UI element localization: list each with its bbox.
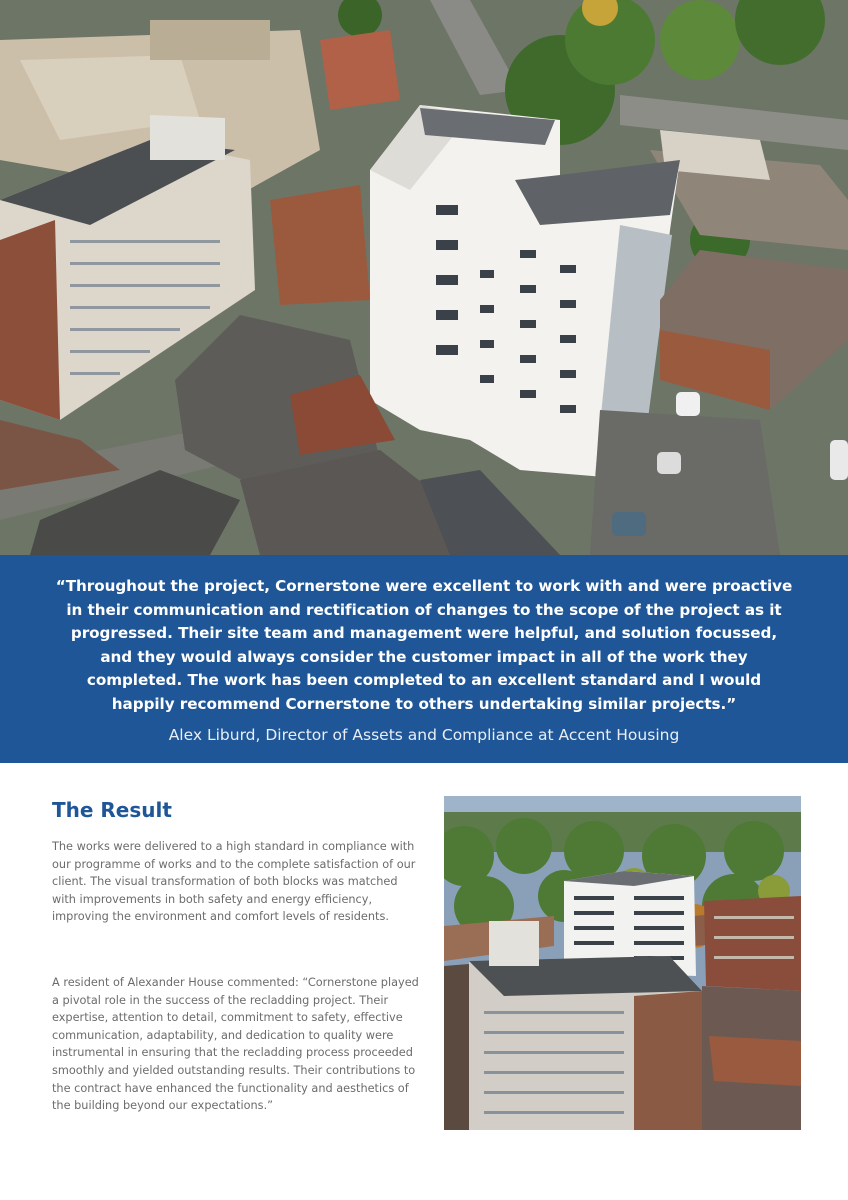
- section-title: The Result: [52, 798, 172, 822]
- result-paragraph-2: A resident of Alexander House commented: “Cornerstone played a pivotal role in the success of the recladding project. Their expertise, attention to detail, commitment to safety, effective communication, adaptability, and dedication to quality were instrumental in ensuring that the recladding process proceeded smoothly and yielded outstanding results. Their contributions to the contract have enhanced the functionality and aesthetics of the building beyond our expectations.”: [52, 976, 419, 1113]
- testimonial-attribution: Alex Liburd, Director of Assets and Compliance at Accent Housing: [168, 726, 680, 744]
- result-paragraph-1: The works were delivered to a high standard in compliance with our programme of works and to the complete satisfaction of our client. The visual transformation of both blocks was matched with improvements in both safety and energy efficiency, improving the environment and comfort levels of residents.: [52, 840, 416, 924]
- testimonial-quote: “Throughout the project, Cornerstone were excellent to work with and were proactive in their communication and rectification of changes to the scope of the project as it progressed. Their site team and management were helpful, and solution focussed, and they would always consider the customer impact in all of the work they completed. The work has been completed to an excellent standard and I would happily recommend Cornerstone to others undertaking similar projects.”: [55, 577, 793, 713]
- hero-aerial-photo: [0, 0, 848, 555]
- building-aerial-photo: [444, 796, 801, 1130]
- testimonial-band: [0, 555, 848, 763]
